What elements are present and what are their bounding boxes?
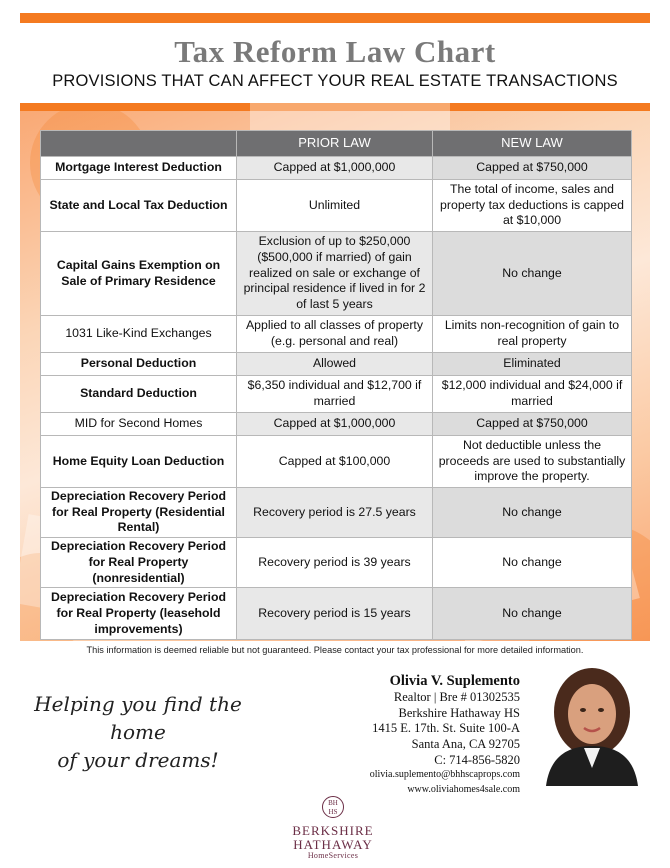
prior-law-cell: Capped at $1,000,000 — [237, 157, 433, 180]
table-row — [41, 436, 632, 488]
new-law-cell: No change — [433, 232, 632, 316]
row-label: Mortgage Interest Deduction — [41, 157, 237, 180]
prior-law-cell: Allowed — [237, 353, 433, 376]
logo-line-2: HATHAWAY — [293, 837, 373, 852]
prior-law-cell: Recovery period is 39 years — [237, 538, 433, 588]
prior-law-cell: Recovery period is 15 years — [237, 588, 433, 640]
top-accent-rule — [20, 13, 650, 23]
row-label — [41, 232, 237, 316]
prior-law-cell: Recovery period is 27.5 years — [237, 488, 433, 538]
row-label-text: Depreciation Recovery Period for Real Property (leasehold improvements) — [51, 590, 226, 636]
table-row — [41, 232, 632, 316]
tagline — [28, 690, 248, 774]
berkshire-hathaway-seal-icon: BH HS — [322, 796, 344, 818]
row-label: Personal Deduction — [41, 353, 237, 376]
row-label: 1031 Like-Kind Exchanges — [41, 316, 237, 353]
new-law-cell: Not deductible unless the proceeds are used to substantially improve the property. — [433, 436, 632, 488]
agent-phone: C: 714-856-5820 — [434, 752, 520, 767]
row-label: State and Local Tax Deduction — [41, 180, 237, 232]
agent-email[interactable]: olivia.suplemento@bhhscaprops.com — [369, 769, 520, 781]
agent-title: Realtor | Bre # 01302535 — [393, 690, 520, 705]
row-label: Depreciation Recovery Period for Real Property (Residential Rental) — [41, 488, 237, 538]
agent-name: Olivia V. Suplemento — [389, 673, 520, 689]
agent-company: Berkshire Hathaway HS — [398, 705, 520, 720]
prior-law-cell: Exclusion of up to $250,000 ($500,000 if married) of gain realized on sale or exchange of principal residence if lived in for 2 of last 5 years — [237, 232, 433, 316]
new-law-cell: No change — [433, 588, 632, 640]
agent-website[interactable]: www.oliviahomes4sale.com — [407, 783, 520, 795]
table-row — [41, 353, 632, 376]
agent-photo — [528, 664, 652, 786]
row-label — [41, 588, 237, 640]
table-row — [41, 588, 632, 640]
table-row — [41, 488, 632, 538]
header-new-law: NEW LAW — [433, 131, 632, 157]
page-title: Tax Reform Law Chart — [174, 34, 496, 69]
table-row — [41, 538, 632, 588]
prior-law-cell: Unlimited — [237, 180, 433, 232]
table-row — [41, 316, 632, 353]
tagline-line-1: Helping you find the home — [34, 692, 242, 744]
table-row — [41, 180, 632, 232]
new-law-cell: Limits non-recognition of gain to real property — [433, 316, 632, 353]
new-law-cell: No change — [433, 538, 632, 588]
header-blank-cell — [41, 131, 237, 157]
table-header-row — [41, 131, 632, 157]
prior-law-cell: Capped at $100,000 — [237, 436, 433, 488]
table-row — [41, 157, 632, 180]
new-law-cell: $12,000 individual and $24,000 if married — [433, 376, 632, 413]
table-row — [41, 376, 632, 413]
tagline-line-2: of your dreams! — [57, 748, 219, 772]
agent-address-2: Santa Ana, CA 92705 — [411, 737, 520, 751]
row-label: Standard Deduction — [41, 376, 237, 413]
row-label: MID for Second Homes — [41, 413, 237, 436]
disclaimer-text: This information is deemed reliable but not guaranteed. Please contact your tax professional for more detailed information. — [86, 645, 584, 655]
row-label: Depreciation Recovery Period for Real Property (nonresidential) — [41, 538, 237, 588]
prior-law-cell: Capped at $1,000,000 — [237, 413, 433, 436]
agent-contact-block — [340, 672, 520, 797]
new-law-cell: Capped at $750,000 — [433, 413, 632, 436]
new-law-cell: Capped at $750,000 — [433, 157, 632, 180]
table-row — [41, 413, 632, 436]
logo-line-1: BERKSHIRE — [292, 823, 374, 838]
header-prior-law: PRIOR LAW — [237, 131, 433, 157]
prior-law-cell: $6,350 individual and $12,700 if married — [237, 376, 433, 413]
agent-address-1: 1415 E. 17th. St. Suite 100-A — [372, 721, 520, 736]
new-law-cell: No change — [433, 488, 632, 538]
new-law-cell: The total of income, sales and property tax deductions is capped at $10,000 — [433, 180, 632, 232]
page-subtitle: PROVISIONS THAT CAN AFFECT YOUR REAL ESTATE TRANSACTIONS — [52, 72, 618, 90]
row-label: Home Equity Loan Deduction — [41, 436, 237, 488]
tax-law-table — [40, 130, 632, 640]
logo-line-3: HomeServices — [307, 851, 359, 860]
prior-law-cell: Applied to all classes of property (e.g. personal and real) — [237, 316, 433, 353]
row-label-text: Capital Gains Exemption on Sale of Primary Residence — [56, 257, 221, 288]
new-law-cell: Eliminated — [433, 353, 632, 376]
